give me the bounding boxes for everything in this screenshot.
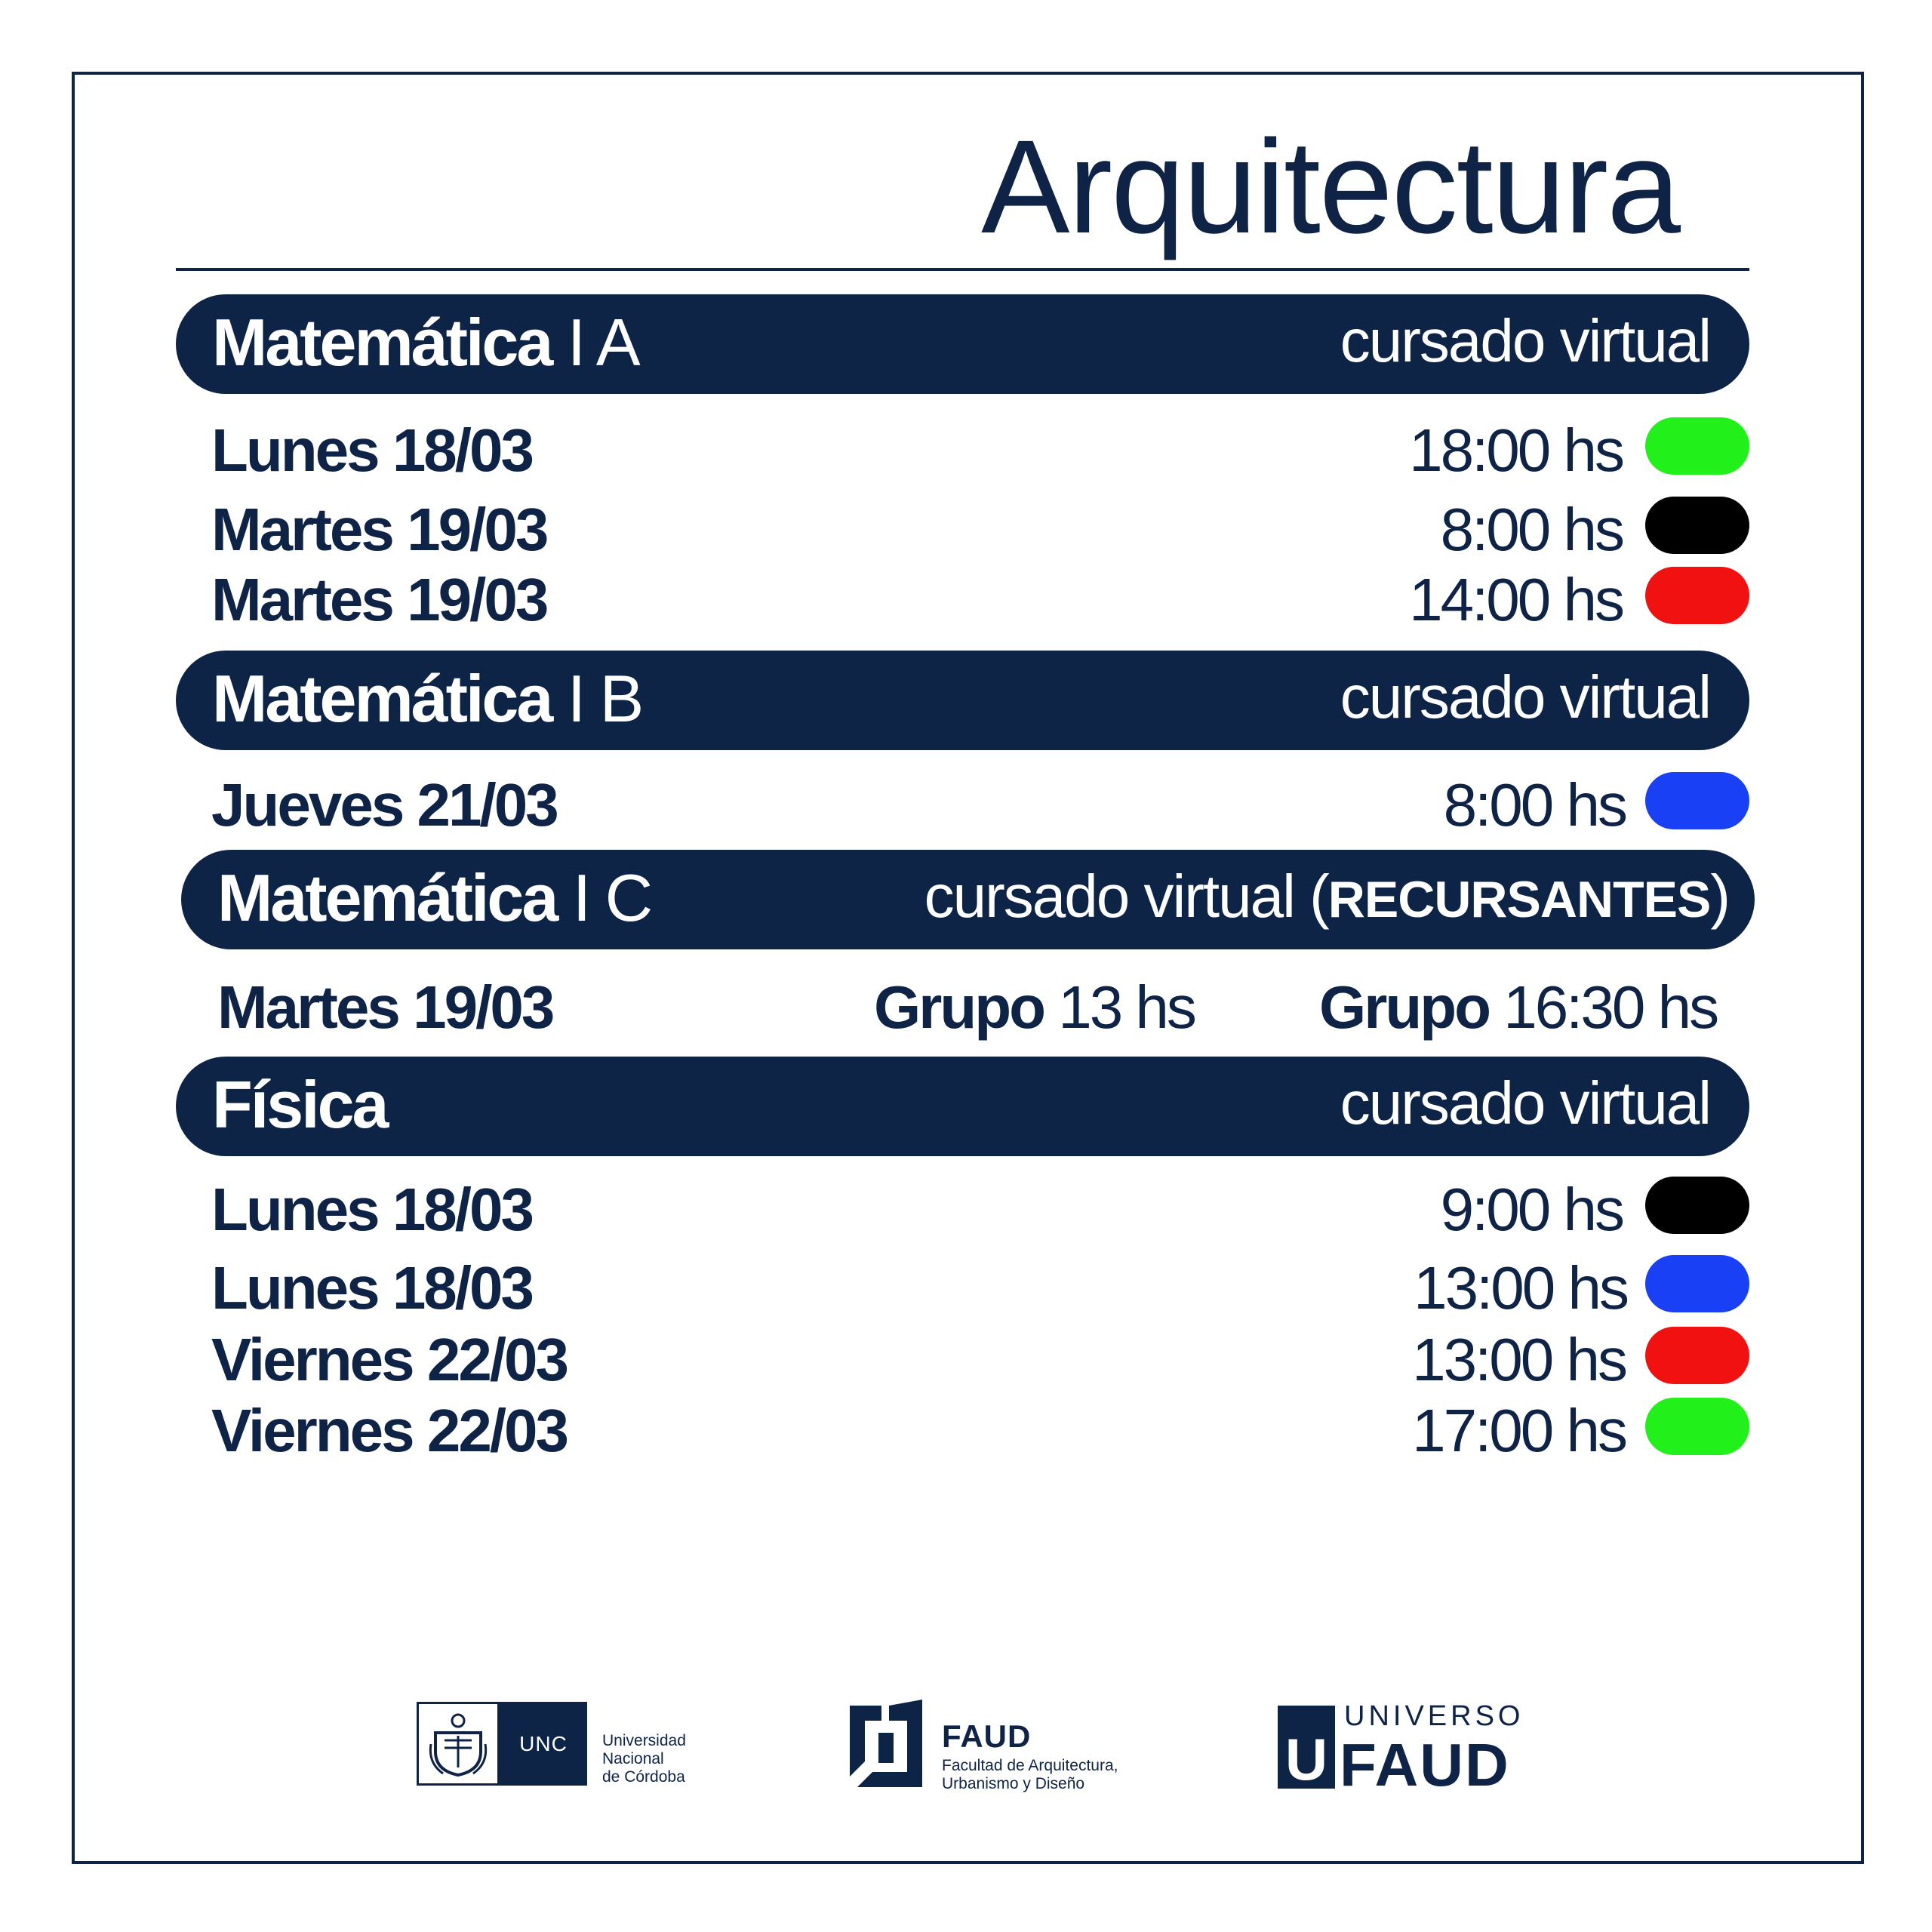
- subject-name: Física: [212, 1067, 387, 1142]
- schedule-time: 14:00 hs: [1409, 566, 1623, 633]
- schedule-day: Martes 19/03: [211, 496, 547, 563]
- schedule-day: Viernes 22/03: [211, 1397, 568, 1464]
- schedule-day: Lunes 18/03: [211, 1254, 533, 1321]
- universo-u-mark: U: [1278, 1706, 1335, 1789]
- schedule-day: Jueves 21/03: [211, 771, 557, 838]
- faud-subtitle: Facultad de Arquitectura, Urbanismo y Diseño: [942, 1757, 1118, 1792]
- subject-name: Matemática I C: [217, 860, 651, 935]
- schedule-time: 17:00 hs: [1412, 1397, 1626, 1464]
- subject-name: Matemática I B: [212, 661, 642, 736]
- color-indicator: [1645, 1177, 1749, 1234]
- subject-header-matematica-ib: [176, 651, 1749, 750]
- title-divider: [176, 268, 1749, 271]
- subject-header-matematica-ia: [176, 294, 1749, 394]
- color-indicator: [1645, 567, 1749, 624]
- universo-bottom-text: FAUD: [1340, 1731, 1510, 1798]
- schedule-row: [0, 566, 1932, 638]
- footer-logos: [0, 1698, 1932, 1804]
- schedule-row: [0, 974, 1932, 1045]
- subject-header-fisica: [176, 1057, 1749, 1156]
- subject-mode: cursado virtual: [1340, 663, 1710, 731]
- group-time-2: Grupo 16:30 hs: [1319, 974, 1718, 1041]
- faud-name: FAUD: [942, 1718, 1032, 1754]
- page-title: Arquitectura: [981, 113, 1679, 261]
- schedule-day: Martes 19/03: [211, 566, 547, 633]
- color-indicator: [1645, 1255, 1749, 1312]
- unc-box: UNC: [500, 1702, 587, 1786]
- schedule-row: [0, 1176, 1932, 1247]
- schedule-time: 18:00 hs: [1409, 417, 1623, 484]
- color-indicator: [1645, 417, 1749, 475]
- schedule-row: [0, 771, 1932, 843]
- schedule-day: Lunes 18/03: [211, 1176, 533, 1243]
- schedule-time: 8:00 hs: [1443, 771, 1626, 838]
- color-indicator: [1645, 772, 1749, 829]
- schedule-time: 9:00 hs: [1440, 1176, 1623, 1243]
- schedule-row: [0, 1254, 1932, 1326]
- subject-mode: cursado virtual: [1340, 307, 1710, 374]
- universo-top-text: UNIVERSO: [1344, 1700, 1524, 1732]
- schedule-time: 13:00 hs: [1412, 1326, 1626, 1393]
- color-indicator: [1645, 1327, 1749, 1384]
- schedule-day: Viernes 22/03: [211, 1326, 568, 1393]
- schedule-row: [0, 1397, 1932, 1469]
- color-indicator: [1645, 497, 1749, 554]
- university-seal-icon: [417, 1702, 500, 1786]
- subject-mode: cursado virtual: [1340, 1069, 1710, 1137]
- schedule-day: Lunes 18/03: [211, 417, 533, 484]
- subject-name: Matemática I A: [212, 305, 638, 380]
- schedule-row: [0, 496, 1932, 568]
- schedule-row: [0, 417, 1932, 488]
- subject-mode: cursado virtual (RECURSANTES): [924, 863, 1729, 930]
- schedule-day: Martes 19/03: [217, 974, 553, 1041]
- schedule-row: [0, 1326, 1932, 1398]
- schedule-time: 13:00 hs: [1414, 1254, 1627, 1321]
- group-time-1: Grupo 13 hs: [874, 974, 1195, 1041]
- subject-header-matematica-ic: [181, 850, 1755, 949]
- faud-mark-icon: [844, 1698, 927, 1789]
- color-indicator: [1645, 1398, 1749, 1455]
- unc-text: Universidad Nacional de Córdoba: [602, 1732, 686, 1786]
- schedule-time: 8:00 hs: [1440, 496, 1623, 563]
